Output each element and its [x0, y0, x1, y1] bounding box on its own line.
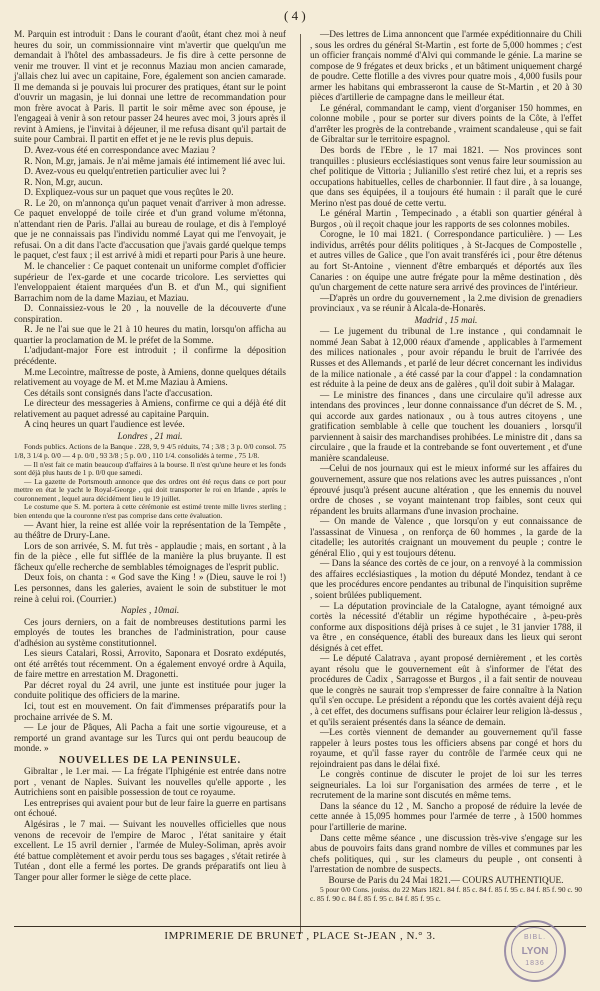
stamp-top-text: BIBL. [523, 934, 547, 941]
left-column-paragraph: — Le jour de Pâques, Ali Pacha a fait une sortie vigoureuse, et a remporté un grand avantage sur les Turcs qui ont perdu beaucoup de monde. » [14, 723, 286, 755]
left-column-paragraph: Naples , 10mai. [120, 606, 180, 617]
left-column [14, 30, 286, 883]
right-column-paragraph: 5 pour 0/0 Cons. jouiss. du 22 Mars 1821. 84 f. 85 c. 84 f. 85 f. 95 c. 84 f. 85 f. 90 c. 90 c. 85 f. 90 c. 84 f. 85 f. 95 c. 84 f. 85 f. 95 c. [310, 885, 582, 903]
right-column-paragraph: Dans la séance du 12 , M. Sancho a proposé de réduire la levée de cette année à 15,095 hommes pour l'armée de terre , à 1500 hommes pour l'artillerie de marine. [310, 801, 582, 834]
right-column-paragraph: Dans cette même séance , une discussion très-vive s'engage sur les abus de pouvoirs faits dans grand nombre de villes et communes par les chefs politiques, qui , sur les clameurs du peuple , ont consenti à l'arrestation de nombre de suspects. [310, 833, 582, 876]
column-divider [300, 34, 301, 934]
left-column-paragraph: Le directeur des messageries à Amiens, confirme ce qui a déjà été dit relativement au paquet adressé au capitaine Parquin. [14, 399, 286, 420]
right-column-paragraph: Corogne, le 10 mai 1821. ( Correspondance particulière. ) — Les individus, arrêtés pour délits politiques , à St-Jacques de Compostelle , et autres villes de Galice , que l'on avait transférés ici , pour être détenus au fort St-Antoine , viennent d'être embarqués et déportés aux îles Canaries : on équipe une autre frégate pour la même destination , dès qu'un chargement de cette nature sera arrivé des provinces de l'intérieur. [310, 230, 582, 294]
left-column-paragraph: Algésiras , le 7 mai. — Suivant les nouvelles officielles que nous venons de recevoir de l'empire de Maroc , l'état sanitaire y était excellent. Le 15 avril dernier , l'armée de Muley-Soliman, après avoir été battue complètement et avoir perdu tous ses bagages , s'était retirée à Tutéan , dont elle a fermé les portes. De grands préparatifs ont lieu à Tanger pour aller former le siège de cette place. [14, 819, 286, 883]
stamp-middle-text: LYON [521, 946, 549, 957]
stamp-bottom-text: 1836 [525, 960, 545, 967]
left-column-paragraph: NOUVELLES DE LA PENINSULE. [58, 754, 242, 766]
left-column-paragraph: Les sieurs Catalari, Rossi, Arrovito, Saponara et Dosrato exdéputés, ont été arrêtés tout récemment. On a également envoyé ordre à Aquila, de faire mettre en arrestation M. Dragonetti. [14, 649, 286, 681]
right-column-paragraph: Madrid , 15 mai. [414, 315, 478, 326]
left-column-paragraph: R. Non, M.gr, aucun. [24, 177, 103, 188]
left-column-paragraph: M. le chancelier : Ce paquet contenait un uniforme complet d'officier supérieur de l'ex-garde et une cocarde tricolore. Les serviettes qui l'enveloppaient étaient marquées d'un B. et d'un M., qui signifient Barrachim nom de la dame Maziau, et Maziau. [14, 262, 286, 304]
right-column-paragraph: Bourse de Paris du 24 Mai 1821.— COURS AUTHENTIQUE. [328, 875, 564, 886]
left-column-paragraph: — La gazette de Portsmouth annonce que des ordres ont été reçus dans ce port pour mettre en état le yacht le Royal-George , qui doit transporter le roi en Irlande , après le couronnement , lequel aura décidément lieu le 19 juillet. [14, 476, 286, 503]
left-column-paragraph: L'adjudant-major Fore est introduit ; il confirme la déposition précédente. [14, 346, 286, 367]
right-column-paragraph: — Le député Calatrava , ayant proposé dernièrement , et les cortès ayant résolu que le gouvernement eût à s'informer de l'état des procédures de Cadix , Sarragosse et Burgos , il a fait sentir de nouveau que le congrès ne saurait trop s'empresser de faire connaître à la Nation qu'il s'en occupe. Le président a répondu que les cortès avaient déjà reçu , à cet effet, des documens suffisans pour éclairer leur religion là-dessus , et qu'ils seraient présentés dans la séance de demain. [310, 654, 583, 728]
right-column-paragraph: Le général, commandant le camp, vient d'organiser 150 hommes, en colonne mobile , pour se porter sur divers points de la Côte, à l'effet d'arrêter les progrès de la contrebande , vraiment scandaleuse , qui se fait de Gibraltar sur le territoire espagnol. [310, 103, 582, 146]
right-column [310, 30, 582, 903]
right-column-paragraph: — La députation provinciale de la Catalogne, ayant témoigné aux cortès la nécessité d'établir un régime hypothécaire , à-peu-près conforme aux dispositions déjà prises à ce sujet , le 31 janvier 1788, il va être , en conséquence, établi des bureaux dans les lieux qui seront désignés à cet effet. [310, 601, 582, 654]
right-column-paragraph: — Le jugement du tribunal de 1.re instance , qui condamnait le nommé Jean Sabat à 12,000 réaux d'amende , applicables à l'armement des milices nationales , pour avoir répandu le bruit de l'arrivée des Russes et des Allemands , et parlé de leur décret concernant les individus de la milice nationale , a été cassé par la cour d'appel : la condamnation est réduite à la peine de deux ans de galères , qu'il doit subir à Malagar. [310, 327, 582, 391]
left-column-paragraph: Ici, tout est en mouvement. On fait d'immenses préparatifs pour la prochaine arrivée de S. M. [14, 701, 286, 723]
right-column-paragraph: —Des lettres de Lima annoncent que l'armée expéditionnaire du Chili , sous les ordres du général St-Martin , est forte de 5,000 hommes ; c'est un officier français nommé d'Alvi qui commande le génie. La marine se compose de 9 frégates et deux bricks , et un bâtiment uniquement chargé de poudre. Cette flotille a des vivres pour quatre mois , 4,000 fusils pour armer les habitans qui embrasseront la cause de St-Martin , et 20 à 30 pièces d'artillerie de campagne dans le meilleur état. [310, 30, 582, 104]
library-stamp [504, 920, 566, 982]
left-column-paragraph: Gibraltar , le 1.er mai. — La frégate l'Iphigénie est entrée dans notre port , venant de Naples. Suivant les nouvelles qu'elle apporte , les Autrichiens sont en paisible possession de tout ce royaume. [14, 767, 286, 799]
left-column-paragraph: D. Avez-vous eu quelqu'entretien particulier avec lui ? [24, 167, 226, 178]
left-column-paragraph: Par décret royal du 24 avril, une junte est instituée pour juger la conduite politique des officiers de la marine. [14, 680, 286, 702]
left-column-paragraph: M. Parquin est introduit : Dans le courant d'août, étant chez moi à neuf heures du soir, un commissionnaire vint m'avertir que quelqu'un me demandait à l'hôtel des ambassadeurs. Je fis dire à cette personne de venir me trouver. Il vint et je reconnus Maziau mon ancien camarade, j'allais chez lui avec un capitaine, Fore, également son ancien camarade. Il me demanda si je pouvais lui procurer des pratiques, étant sur le point d'ouvrir un magasin, je lui donnai une lettre de recommandation pour mon frère avocat à Paris. Il partit le soir même avec son épouse, je l'engageai à venir à son retour passer 24 heures avec moi, 3 jours après il revint à Amiens, je l'invitai à déjeuner, il me refusa disant qu'il partait de suite pour Cambrai. Il partit en effet et je ne le revis plus depuis. [14, 30, 286, 146]
right-column-paragraph: Le congrès continue de discuter le projet de loi sur les terres seigneuriales. La loi sur l'organisation des armées de terre , et le recrutement de la marine sont discutés en même tems. [310, 770, 582, 802]
left-column-paragraph: D. Expliquez-vous sur un paquet que vous reçûtes le 20. [24, 188, 234, 199]
right-column-paragraph: — On mande de Valence , que lorsqu'on y eut connaissance de l'assassinat de Vinuesa , on renforça de 60 hommes , la garde de la citadelle; les autorités craignant un mouvement du peuple ; contre le général Elio , qui y est toujours détenu. [310, 517, 582, 559]
right-column-paragraph: —D'après un ordre du gouvernement , la 2.me division de grenadiers provinciaux , va se réunir à Alcala-de-Honarès. [310, 293, 582, 315]
left-column-paragraph: Londres , 21 mai. [117, 431, 183, 442]
left-column-paragraph: Le costume que S. M. portera à cette cérémonie est estimé trente mille livres sterling ; bien entendu que la couronne n'est pas comprise dans cette évaluation. [14, 502, 286, 521]
page-number: ( 4 ) [284, 8, 306, 23]
left-column-paragraph: Deux fois, on chanta : « God save the King ! » (Dieu, sauve le roi !) Les personnes, dans les galeries, avaient le soin de substituer le mot reine à celui roi. (Courrier.) [14, 573, 286, 605]
left-column-paragraph: — Avant hier, la reine est allée voir la représentation de la Tempête , au théâtre de Drury-Lane. [14, 520, 286, 542]
left-column-paragraph: R. Non, M.gr, jamais. Je n'ai même jamais été intimement lié avec lui. [24, 156, 286, 167]
left-column-paragraph: Ces jours derniers, on a fait de nombreuses destitutions parmi les employés de toutes les branches de l'administration, pour cause d'adhésion au système constitutionnel. [14, 617, 286, 649]
right-column-paragraph: — Le ministre des finances , dans une circulaire qu'il adresse aux intendans des provinces , leur donne connaissance d'un décret de S. M. , qui accorde aux gardes nationaux , ou à tous autres citoyens , une gratification semblable à celle que touchent les douaniers , lorsqu'il parviennent à saisir des marchandises prohibées. Le ministre dit , dans sa circulaire , que la fraude et la contrebande se font ouvertement , et d'une manière scandaleuse. [310, 390, 582, 464]
printer-imprint: IMPRIMERIE DE BRUNET , PLACE St-JEAN , N.° 3. [164, 930, 436, 942]
right-column-paragraph: Des bords de l'Ebre , le 17 mai 1821. — Nos provinces sont tranquilles : plusieurs ecclésiastiques sont venus faire leur soumission au chef politique de Vittoria ; Julianillo s'est retiré chez lui, et a repris ses occupations habituelles, celles de charbonnier. Il faut dire , à sa louange, que dans ses équipées, il a toujours été humain : il paraît que le curé Merino n'est pas doué de cette vertu. [310, 146, 582, 209]
left-column-paragraph: Fonds publics. Actions de la Banque . 228, 9, 9 4/5 réduits, 74 ; 3/8 ; 3 p. 0/0 consol. 75 1/8, 3 1/4 p. 0/0 — 4 p. 0/0 , 93 3/8 ; 5 p. 0/0 , 110 1/4. consolidés à terme , 75 1/8. [14, 442, 286, 460]
left-column-paragraph: M.me Lecointre, maîtresse de poste, à Amiens, donne quelques détails relativement au voyage de M. et M.me Maziau à Amiens. [14, 367, 286, 389]
left-column-paragraph: R. Le 20, on m'annonça qu'un paquet venait d'arriver à mon adresse. Ce paquet enveloppé de toile cirée et d'un grand volume m'étonna, n'attendant rien de Paris. J'allai au bureau de roulage, et dis à l'employé que je ne connaissais pas l'individu nommé Layat qui me l'envoyait, je refusai. On a dit dans l'acte d'accusation que j'avais gardé quelque temps le paquet, c'est faux ; il est arrivé à midi et reparti pour Paris à une heure. [14, 198, 286, 262]
left-column-paragraph: D. Avez-vous été en correspondance avec Maziau ? [24, 146, 216, 157]
right-column-paragraph: — Dans la séance des cortès de ce jour, on a renvoyé à la commission des affaires ecclésiastiques , la motion du député Mondez, tendant à ce que les procédures encore pendantes au tribunal de l'inquisition suprême , soient brûlées publiquement. [310, 559, 582, 601]
left-column-paragraph: Les entreprises qui avaient pour but de leur faire la guerre en partisans ont échoué. [14, 798, 286, 820]
left-column-paragraph: D. Connaissiez-vous le 20 , la nouvelle de la découverte d'une conspiration. [14, 304, 286, 325]
footer-rule [14, 926, 586, 927]
right-column-paragraph: —Celui de nos journaux qui est le mieux informé sur les affaires du gouvernement, assure que nos relations avec les autres puissances , n'ont éprouvé jusqu'à présent aucune altération , que les ennemis du nouvel ordre de choses , se voyant maintenant trop faibles, sont ceux qui répandent les bruits allarmans d'une invasion prochaine. [310, 464, 582, 517]
left-column-paragraph: — Il n'est fait ce matin beaucoup d'affaires à la bourse. Il n'est qu'une heure et les fonds sont déjà plus hauts de 1 p. 0/0 que samedi. [14, 459, 286, 478]
left-column-paragraph: Ces détails sont consignés dans l'acte d'accusation. [24, 388, 213, 399]
left-column-paragraph: A cinq heures un quart l'audience est levée. [24, 420, 185, 431]
left-column-paragraph: Lors de son arrivée, S. M. fut très - applaudie ; mais, en sortant , à la fin de la pièce , elle fut sifflée de la manière la plus bruyante. Il est fâcheux qu'elle recherche de semblables témoignages de l'esprit public. [14, 541, 286, 573]
right-column-paragraph: —Les cortès viennent de demander au gouvernement qu'il fasse rappeler à leurs postes tous les officiers absens par congé et hors du royaume, et qu'il fasse rayer du contrôle de l'armée ceux qui ne rejoindraient pas dans le délai fixé. [310, 728, 582, 770]
left-column-paragraph: R. Je ne l'ai sue que le 21 à 10 heures du matin, lorsqu'on afficha au quartier la proclamation de M. le préfet de la Somme. [14, 325, 286, 346]
right-column-paragraph: Le général Martin , Tempecinado , a établi son quartier général à Burgos , où il reçoit chaque jour les rapports de ses colonnes mobiles. [310, 209, 582, 230]
